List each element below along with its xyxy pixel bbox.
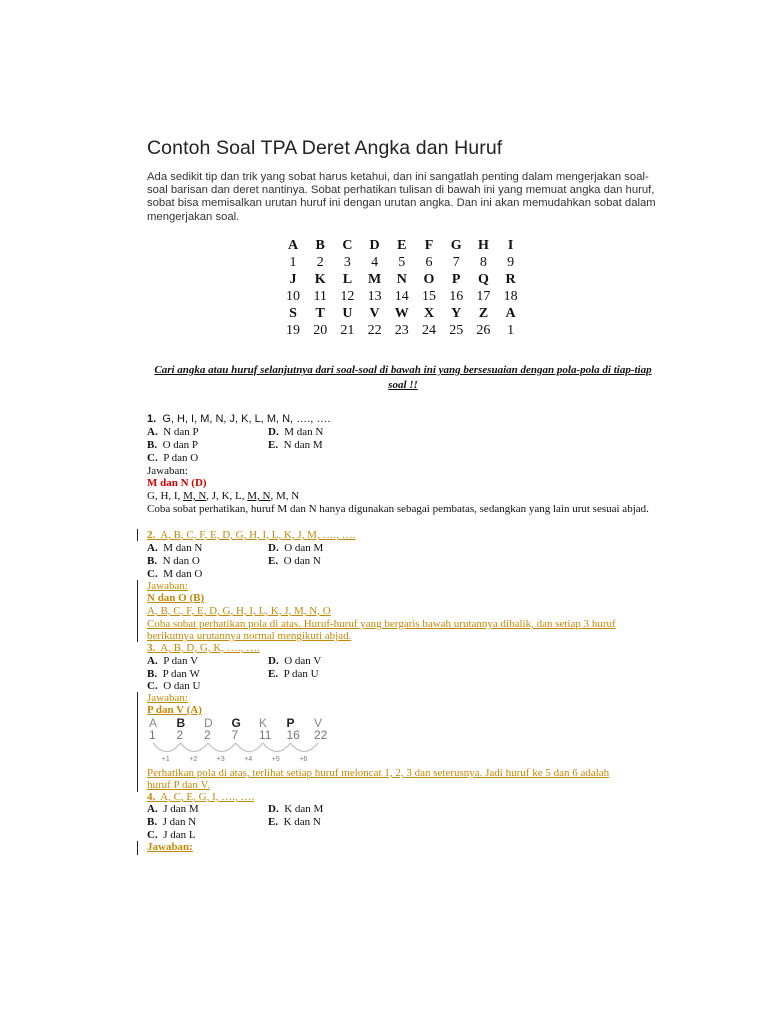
q2-jawaban-label: Jawaban:	[147, 580, 188, 592]
grid-letter: K	[314, 272, 326, 287]
grid-letter: E	[397, 238, 407, 253]
figure-letter: A	[149, 716, 158, 730]
margin-bar	[137, 841, 138, 855]
figure-letter: B	[176, 716, 186, 730]
q4-option-c: C. J dan L	[147, 829, 196, 841]
figure-number: 7	[231, 728, 239, 742]
grid-number: 6	[425, 255, 433, 270]
grid-letter: W	[394, 306, 409, 321]
grid-number: 11	[313, 289, 327, 304]
grid-letter: R	[505, 272, 516, 287]
grid-letter: B	[315, 238, 325, 253]
grid-letter: L	[342, 272, 353, 287]
instruction-text: Cari angka atau huruf selanjutnya dari soal-soal di bawah ini yang bersesuaian dengan pola-pola di tiap-tiap soal !!	[154, 364, 652, 391]
q3-option-b: B. P dan W	[147, 668, 200, 680]
grid-letter: P	[451, 272, 461, 287]
q3-option-d: D. O dan V	[268, 655, 322, 667]
grid-letter: U	[342, 306, 353, 321]
figure-number: 2	[176, 728, 184, 742]
q2-option-a: A. M dan N	[147, 542, 203, 554]
q1-option-e: E. N dan M	[268, 439, 323, 451]
grid-number: 19	[286, 323, 300, 338]
q3-explanation-line1: Perhatikan pola di atas, terlihat setiap huruf meloncat 1, 2, 3 dan seterusnya. Jadi huruf ke 5 dan 6 adalah	[147, 767, 610, 779]
figure-step-label: +5	[271, 756, 280, 763]
margin-bar	[137, 580, 138, 642]
grid-number: 12	[340, 289, 355, 304]
margin-bar	[137, 529, 138, 541]
figure-step-label: +3	[216, 756, 225, 763]
grid-number: 24	[422, 323, 436, 338]
grid-number: 21	[340, 323, 355, 338]
figure-letter: D	[204, 716, 213, 730]
q4-jawaban-label: Jawaban:	[147, 841, 193, 853]
grid-letter: O	[423, 272, 435, 287]
figure-letter: P	[286, 716, 295, 730]
grid-number: 15	[422, 289, 436, 304]
grid-number: 22	[367, 323, 382, 338]
figure-step-label: +2	[189, 756, 198, 763]
grid-number: 14	[394, 289, 409, 304]
q2-explanation-line1: Coba sobat perhatikan pola di atas. Huruf-huruf yang bergaris bawah urutannya dibalik, dan setiap 3 huruf	[147, 618, 616, 630]
grid-number: 3	[343, 255, 351, 270]
q1-explanation: Coba sobat perhatikan, huruf M dan N hanya digunakan sebagai pembatas, sedangkan yang lain urut sesuai abjad.	[147, 503, 649, 515]
grid-number: 10	[286, 289, 300, 304]
grid-letter: S	[289, 306, 297, 321]
grid-number: 1	[289, 255, 297, 270]
grid-letter: T	[315, 306, 325, 321]
grid-letter: C	[342, 238, 353, 253]
q4-option-e: E. K dan N	[268, 816, 321, 828]
jump-arc	[181, 743, 209, 752]
grid-letter: V	[369, 306, 380, 321]
question-2: 2. A, B, C, F, E, D, G, H, I, L, K, J, M, …., ….	[147, 529, 356, 541]
grid-number: 17	[476, 289, 491, 304]
grid-number: 5	[398, 255, 406, 270]
grid-letter: D	[369, 238, 380, 253]
q3-option-a: A. P dan V	[147, 655, 199, 667]
grid-number: 7	[452, 255, 460, 270]
question-1: 1. G, H, I, M, N, J, K, L, M, N, …., ….	[147, 413, 331, 425]
figure-number: 2	[204, 728, 211, 742]
grid-number: 18	[503, 289, 518, 304]
q4-option-b: B. J dan N	[147, 816, 197, 828]
grid-number: 1	[507, 323, 515, 338]
grid-number: 20	[313, 323, 328, 338]
q1-option-d: D. M dan N	[268, 426, 324, 438]
grid-number: 26	[476, 323, 491, 338]
margin-bar	[137, 692, 138, 792]
grid-number: 4	[371, 255, 379, 270]
grid-number: 16	[449, 289, 464, 304]
q1-jawaban-label: Jawaban:	[147, 465, 188, 477]
q2-explanation-line2: berikutnya urutannya normal mengikuti abjad.	[147, 630, 352, 642]
figure-letter: G	[231, 716, 241, 730]
grid-number: 25	[449, 323, 464, 338]
jump-arc	[208, 743, 236, 752]
grid-letter: I	[507, 238, 514, 253]
q2-option-e: E. O dan N	[268, 555, 321, 567]
grid-letter: A	[287, 238, 299, 253]
figure-step-label: +1	[161, 756, 170, 763]
figure-number: 11	[259, 728, 272, 742]
grid-letter: F	[424, 238, 434, 253]
q3-jawaban-label: Jawaban:	[147, 692, 188, 704]
jump-arc	[263, 743, 291, 752]
q4-option-a: A. J dan M	[147, 803, 199, 815]
grid-number: 8	[479, 255, 487, 270]
grid-letter: N	[396, 272, 407, 287]
grid-letter: Z	[478, 306, 489, 321]
figure-number: 16	[286, 728, 300, 742]
q4-option-d: D. K dan M	[268, 803, 324, 815]
q3-option-e: E. P dan U	[268, 668, 319, 680]
jump-pattern-figure	[147, 716, 339, 766]
question-4: 4. A, C, E, G, I, …., ….	[147, 791, 255, 803]
figure-letter: V	[314, 716, 323, 730]
q1-answer: M dan N (D)	[147, 477, 207, 489]
grid-letter: G	[450, 238, 462, 253]
grid-letter: H	[477, 238, 489, 253]
q2-answer: N dan O (B)	[147, 592, 205, 604]
grid-number: 23	[394, 323, 409, 338]
grid-letter: A	[505, 306, 516, 321]
figure-step-label: +4	[244, 756, 253, 763]
grid-number: 13	[367, 289, 382, 304]
q1-option-b: B. O dan P	[147, 439, 199, 451]
q3-option-c: C. O dan U	[147, 680, 201, 692]
intro-paragraph: Ada sedikit tip dan trik yang sobat harus ketahui, dan ini sangatlah penting dalam mengerjakan soal-soal barisan dan deret nantinya. Sobat perhatikan tulisan di bawah ini yang memuat angka dan huruf, sobat bisa memisalkan urutan huruf ini dengan urutan angka. Dan ini akan memudahkan sobat dalam mengerjakan soal.	[147, 171, 656, 223]
q1-option-a: A. N dan P	[147, 426, 199, 438]
q2-option-b: B. N dan O	[147, 555, 200, 567]
jump-arc	[236, 743, 264, 752]
figure-letter: K	[259, 716, 268, 730]
q3-explanation-line2: huruf P dan V.	[147, 779, 210, 791]
grid-letter: M	[367, 272, 382, 287]
question-3: 3. A, B, D, G, K, …., ….	[147, 642, 260, 654]
grid-number: 2	[316, 255, 324, 270]
grid-letter: X	[423, 306, 435, 321]
grid-letter: Q	[477, 272, 489, 287]
q2-option-d: D. O dan M	[268, 542, 324, 554]
grid-letter: Y	[451, 306, 462, 321]
jump-arc	[153, 743, 181, 752]
page-title: Contoh Soal TPA Deret Angka dan Huruf	[147, 137, 503, 159]
figure-number: 22	[314, 728, 328, 742]
grid-letter: J	[289, 272, 297, 287]
q3-answer: P dan V (A)	[147, 704, 202, 716]
figure-step-label: +6	[299, 756, 308, 763]
grid-number: 9	[507, 255, 515, 270]
q2-sequence: A, B, C, F, E, D, G, H, I, L, K, J, M, N, O	[147, 605, 331, 617]
q1-option-c: C. P dan O	[147, 452, 199, 464]
figure-number: 1	[149, 728, 156, 742]
q1-sequence: G, H, I, M, N, J, K, L, M, N, M, N	[147, 490, 300, 502]
jump-arc	[291, 743, 319, 752]
q2-option-c: C. M dan O	[147, 568, 203, 580]
